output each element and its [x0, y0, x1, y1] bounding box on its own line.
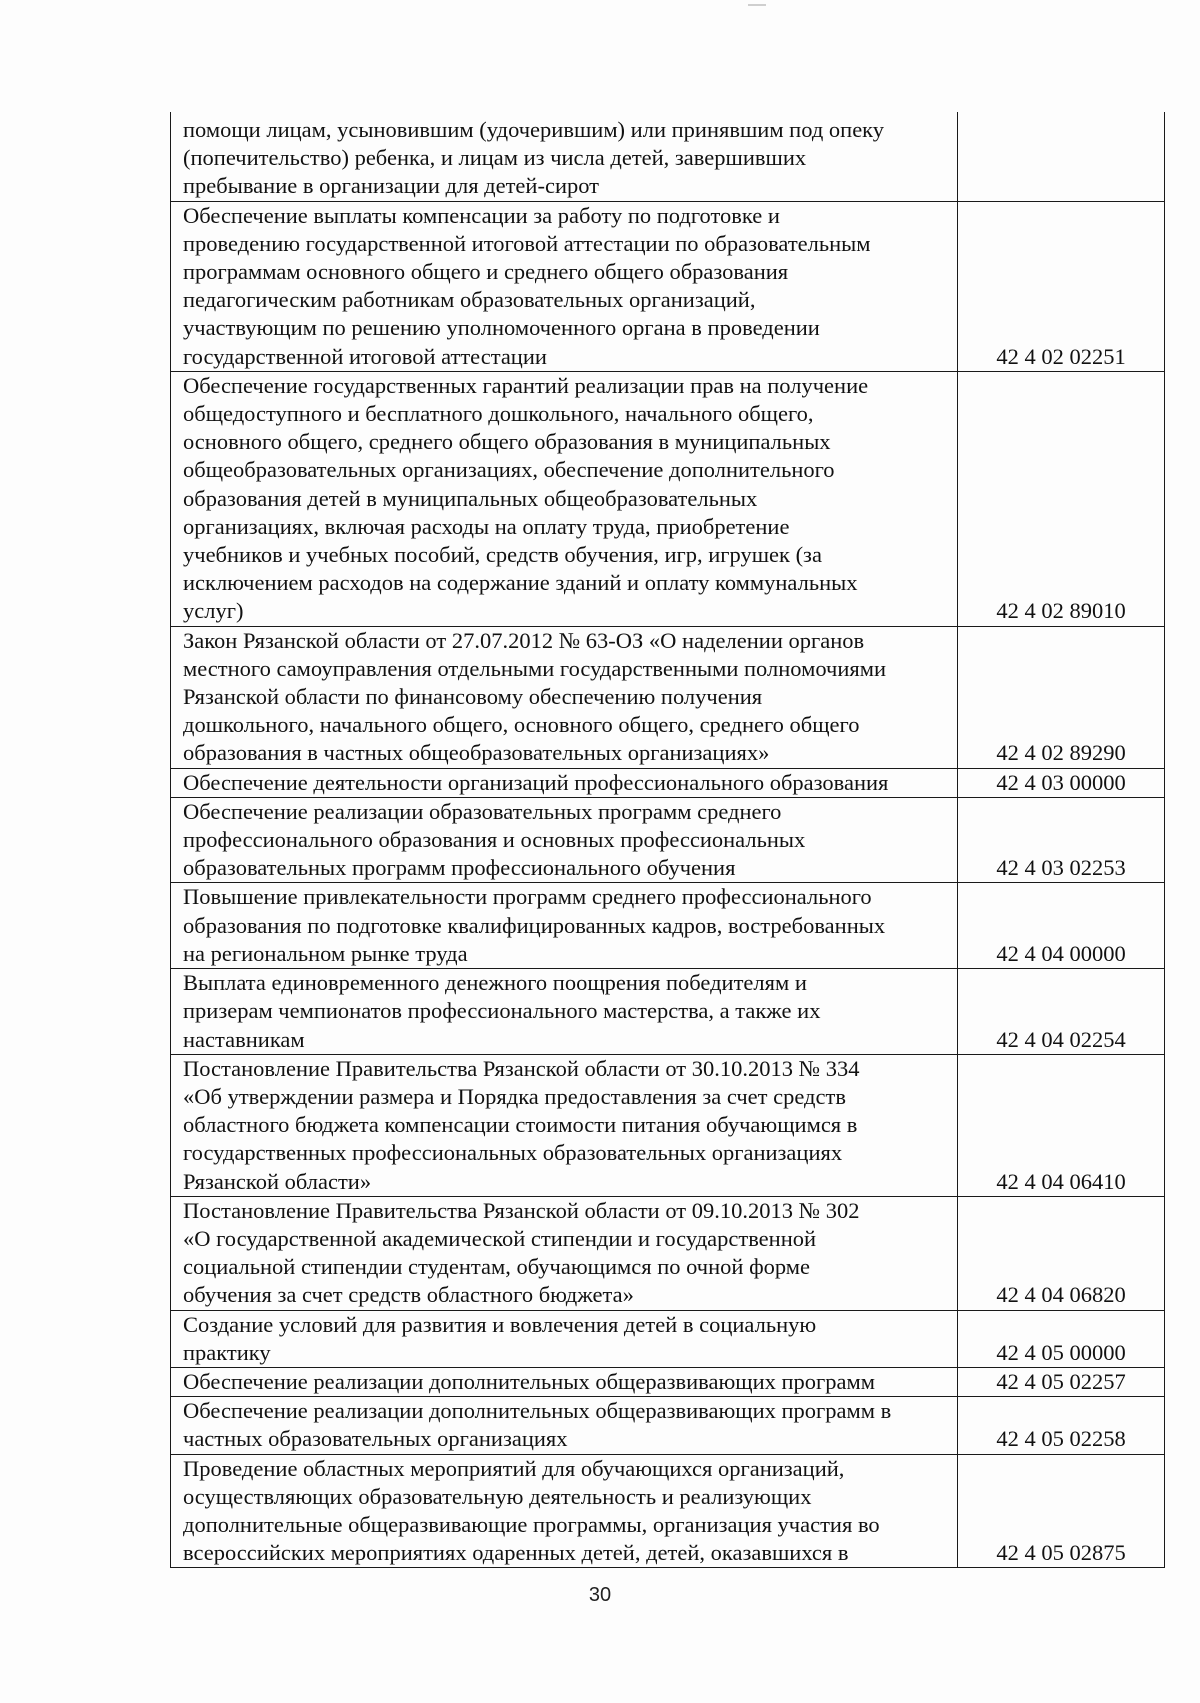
- row-description: [171, 1367, 958, 1396]
- row-description-text: помощи лицам, усыновившим (удочерившим) или принявшим под опеку (попечительство) ребенка, и лицам из числа детей, завершивших пребывание в организации для детей-сирот: [183, 117, 885, 199]
- row-code: 42 4 02 89290: [958, 626, 1165, 768]
- row-description-text: Обеспечение выплаты компенсации за работу по подготовке и проведению государственной итоговой аттестации по образовательным программам основного общего и среднего общего образования педагогическим работникам образовательных организаций, участвующим по решению уполномоченного органа в проведении государственной итоговой аттестации: [183, 202, 871, 369]
- row-description: [171, 371, 958, 626]
- row-description-text: Постановление Правительства Рязанской области от 09.10.2013 № 302 «О государственной академической стипендии и государственной социальной стипендии студентам, обучающимся по очной форме обучения за счет средств областного бюджета»: [183, 1197, 860, 1308]
- row-description: [171, 626, 958, 768]
- row-description-text: Обеспечение государственных гарантий реализации прав на получение общедоступного и бесплатного дошкольного, начального общего, основного общего, среднего общего образования в муниципальных общеобразовательных организациях, обеспечение дополнительного образования детей в муниципальных общеобразовательных организациях, включая расходы на оплату труда, приобретение учебников и учебных пособий, средств обучения, игр, игрушек (за исключением расходов на содержание зданий и оплату коммунальных услуг): [183, 372, 869, 624]
- row-description-text: Постановление Правительства Рязанской области от 30.10.2013 № 334 «Об утверждении размера и Порядка предоставления за счет средств областного бюджета компенсации стоимости питания обучающимся в государственных профессиональных образовательных организациях Рязанской области»: [183, 1055, 860, 1194]
- row-code: 42 4 05 02257: [958, 1367, 1165, 1396]
- row-description: [171, 201, 958, 371]
- table-row: [171, 1196, 1165, 1310]
- row-code: 42 4 05 02258: [958, 1397, 1165, 1454]
- row-description-text: Закон Рязанской области от 27.07.2012 № 63-ОЗ «О наделении органов местного самоуправления отдельными государственными полномочиями Рязанской области по финансовому обеспечению получения дошкольного, начального общего, основного общего, среднего общего образования в частных общеобразовательных организациях»: [183, 627, 886, 766]
- row-code: [958, 112, 1165, 201]
- row-code: 42 4 04 06820: [958, 1196, 1165, 1310]
- budget-classification-table: [170, 112, 1165, 1568]
- page-number: 30: [588, 1584, 612, 1606]
- row-description: [171, 768, 958, 797]
- row-description: [171, 112, 958, 201]
- row-code: 42 4 04 02254: [958, 969, 1165, 1055]
- row-description: [171, 1196, 958, 1310]
- table-row: [171, 201, 1165, 371]
- table-row: [171, 883, 1165, 969]
- row-code: 42 4 02 02251: [958, 201, 1165, 371]
- table-row: [171, 1367, 1165, 1396]
- table-row: [171, 969, 1165, 1055]
- table-row: [171, 1454, 1165, 1568]
- table-row: [171, 1310, 1165, 1367]
- scan-artifact: [748, 4, 766, 6]
- table-row: [171, 626, 1165, 768]
- row-description: [171, 1310, 958, 1367]
- row-description: [171, 797, 958, 883]
- row-description-text: Обеспечение реализации дополнительных общеразвивающих программ: [183, 1368, 875, 1394]
- row-description-text: Повышение привлекательности программ среднего профессионального образования по подготовке квалифицированных кадров, востребованных на региональном рынке труда: [183, 884, 886, 966]
- row-description-text: Обеспечение реализации образовательных программ среднего профессионального образования и основных профессиональных образовательных программ профессионального обучения: [183, 798, 806, 881]
- row-description: [171, 1454, 958, 1568]
- table-row: [171, 768, 1165, 797]
- row-description: [171, 1054, 958, 1196]
- table-row: [171, 1397, 1165, 1454]
- row-description: [171, 1397, 958, 1454]
- row-description: [171, 883, 958, 969]
- row-code: 42 4 03 00000: [958, 768, 1165, 797]
- table-row: [171, 112, 1165, 201]
- row-code: 42 4 05 02875: [958, 1454, 1165, 1568]
- row-code: 42 4 04 00000: [958, 883, 1165, 969]
- table-row: [171, 797, 1165, 883]
- row-description-text: Выплата единовременного денежного поощрения победителям и призерам чемпионатов профессионального мастерства, а также их наставникам: [183, 970, 821, 1052]
- row-code: 42 4 05 00000: [958, 1310, 1165, 1367]
- row-description-text: Проведение областных мероприятий для обучающихся организаций, осуществляющих образовательную деятельность и реализующих дополнительные общеразвивающие программы, организация участия во всероссийских мероприятиях одаренных детей, детей, оказавшихся в: [183, 1455, 880, 1566]
- row-description-text: Обеспечение деятельности организаций профессионального образования: [183, 769, 889, 795]
- row-description: [171, 969, 958, 1055]
- row-description-text: Создание условий для развития и вовлечения детей в социальную практику: [183, 1311, 817, 1365]
- table-row: [171, 1054, 1165, 1196]
- row-code: 42 4 02 89010: [958, 371, 1165, 626]
- row-description-text: Обеспечение реализации дополнительных общеразвивающих программ в частных образовательных организациях: [183, 1398, 892, 1452]
- row-code: 42 4 04 06410: [958, 1054, 1165, 1196]
- table-row: [171, 371, 1165, 626]
- row-code: 42 4 03 02253: [958, 797, 1165, 883]
